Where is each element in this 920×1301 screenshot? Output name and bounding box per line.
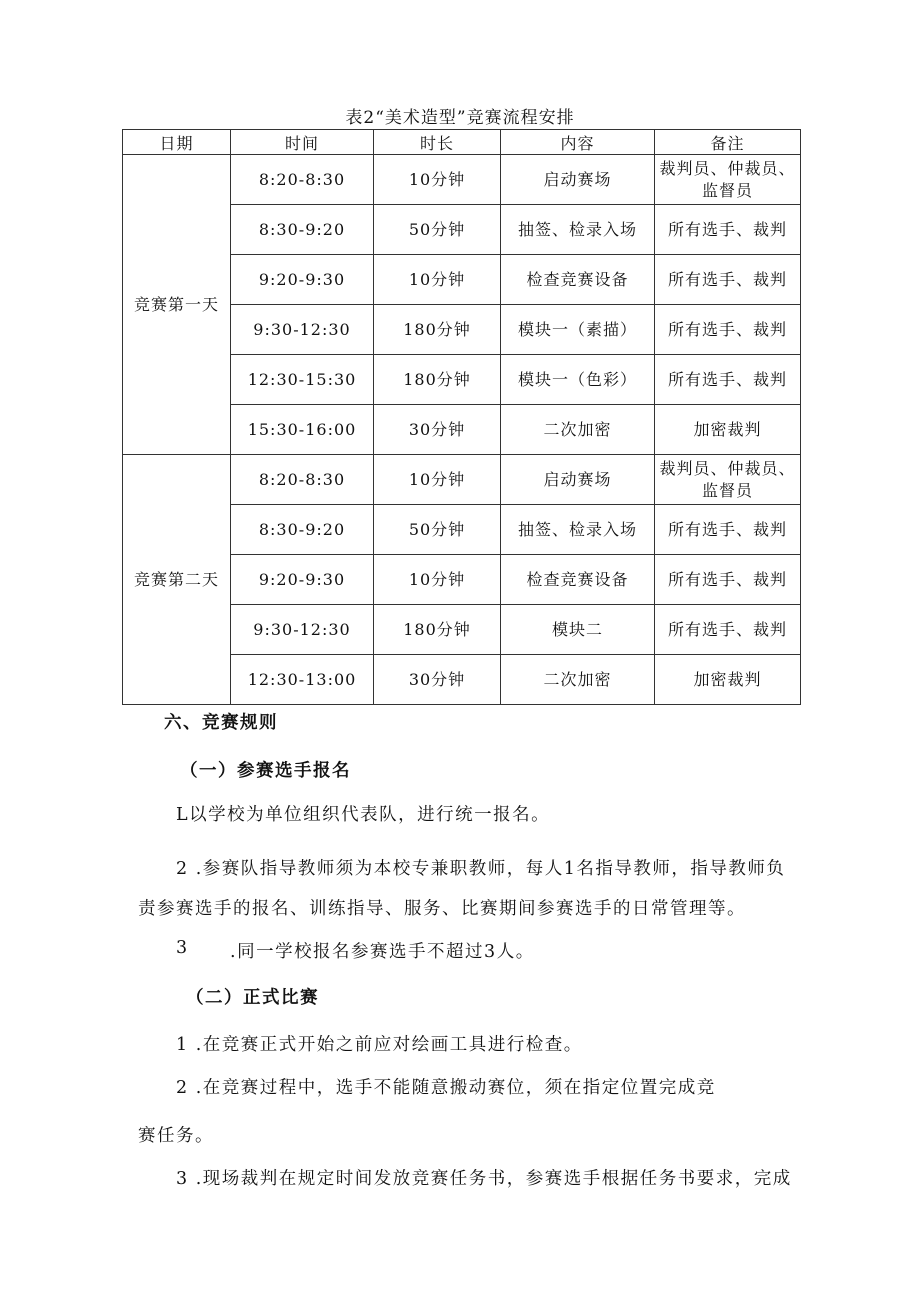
header-duration: 时长	[374, 130, 501, 155]
duration-cell: 180分钟	[374, 355, 501, 405]
rule-2-3: 3 .现场裁判在规定时间发放竞赛任务书，参赛选手根据任务书要求，完成	[176, 1169, 792, 1189]
rule-2-1: 1 .在竞赛正式开始之前应对绘画工具进行检查。	[176, 1035, 583, 1055]
content-cell: 模块一（色彩）	[501, 355, 655, 405]
notes-cell: 加密裁判	[655, 655, 801, 705]
notes-cell: 所有选手、裁判	[655, 205, 801, 255]
subsection-2-heading: （二）正式比赛	[186, 988, 319, 1008]
rule-1-2-line2: 责参赛选手的报名、训练指导、服务、比赛期间参赛选手的日常管理等。	[138, 899, 746, 919]
content-cell: 模块一（素描）	[501, 305, 655, 355]
rule-2-2-line2: 赛任务。	[138, 1126, 214, 1146]
notes-cell: 所有选手、裁判	[655, 255, 801, 305]
table-row	[123, 455, 801, 505]
table-caption: 表2“美术造型”竞赛流程安排	[345, 108, 575, 128]
rule-1-1: L以学校为单位组织代表队，进行统一报名。	[176, 805, 551, 825]
duration-cell: 180分钟	[374, 605, 501, 655]
schedule-body	[123, 155, 801, 705]
time-cell: 9:20-9:30	[231, 555, 374, 605]
duration-cell: 30分钟	[374, 405, 501, 455]
notes-cell: 裁判员、仲裁员、监督员	[655, 155, 801, 205]
notes-cell: 所有选手、裁判	[655, 555, 801, 605]
duration-cell: 10分钟	[374, 155, 501, 205]
rule-2-2-line1: 2 .在竞赛过程中，选手不能随意搬动赛位，须在指定位置完成竞	[176, 1078, 716, 1098]
schedule-table	[122, 129, 801, 705]
content-cell: 二次加密	[501, 405, 655, 455]
header-notes: 备注	[655, 130, 801, 155]
content-cell: 二次加密	[501, 655, 655, 705]
time-cell: 8:20-8:30	[231, 155, 374, 205]
date-cell: 竞赛第一天	[123, 155, 231, 455]
notes-cell: 所有选手、裁判	[655, 305, 801, 355]
content-cell: 检查竞赛设备	[501, 255, 655, 305]
duration-cell: 180分钟	[374, 305, 501, 355]
content-cell: 抽签、检录入场	[501, 205, 655, 255]
content-cell: 抽签、检录入场	[501, 505, 655, 555]
duration-cell: 10分钟	[374, 455, 501, 505]
time-cell: 8:30-9:20	[231, 205, 374, 255]
content-cell: 启动赛场	[501, 455, 655, 505]
time-cell: 9:30-12:30	[231, 305, 374, 355]
duration-cell: 30分钟	[374, 655, 501, 705]
table-header-row	[123, 130, 801, 155]
notes-cell: 所有选手、裁判	[655, 605, 801, 655]
time-cell: 12:30-15:30	[231, 355, 374, 405]
duration-cell: 50分钟	[374, 205, 501, 255]
header-content: 内容	[501, 130, 655, 155]
time-cell: 8:30-9:20	[231, 505, 374, 555]
duration-cell: 10分钟	[374, 555, 501, 605]
time-cell: 9:20-9:30	[231, 255, 374, 305]
content-cell: 启动赛场	[501, 155, 655, 205]
notes-cell: 加密裁判	[655, 405, 801, 455]
time-cell: 12:30-13:00	[231, 655, 374, 705]
content-cell: 检查竞赛设备	[501, 555, 655, 605]
section-heading: 六、竞赛规则	[164, 713, 278, 733]
date-cell: 竞赛第二天	[123, 455, 231, 705]
time-cell: 9:30-12:30	[231, 605, 374, 655]
notes-cell: 所有选手、裁判	[655, 505, 801, 555]
rule-1-3-number: 3	[176, 938, 189, 958]
notes-cell: 所有选手、裁判	[655, 355, 801, 405]
time-cell: 15:30-16:00	[231, 405, 374, 455]
table-row	[123, 155, 801, 205]
content-cell: 模块二	[501, 605, 655, 655]
duration-cell: 50分钟	[374, 505, 501, 555]
header-time: 时间	[231, 130, 374, 155]
rule-1-2-line1: 2 .参赛队指导教师须为本校专兼职教师，每人1名指导教师，指导教师负	[176, 859, 786, 879]
duration-cell: 10分钟	[374, 255, 501, 305]
subsection-1-heading: （一）参赛选手报名	[180, 761, 351, 781]
time-cell: 8:20-8:30	[231, 455, 374, 505]
rule-1-3-text: .同一学校报名参赛选手不超过3人。	[230, 942, 535, 962]
header-date: 日期	[123, 130, 231, 155]
notes-cell: 裁判员、仲裁员、监督员	[655, 455, 801, 505]
